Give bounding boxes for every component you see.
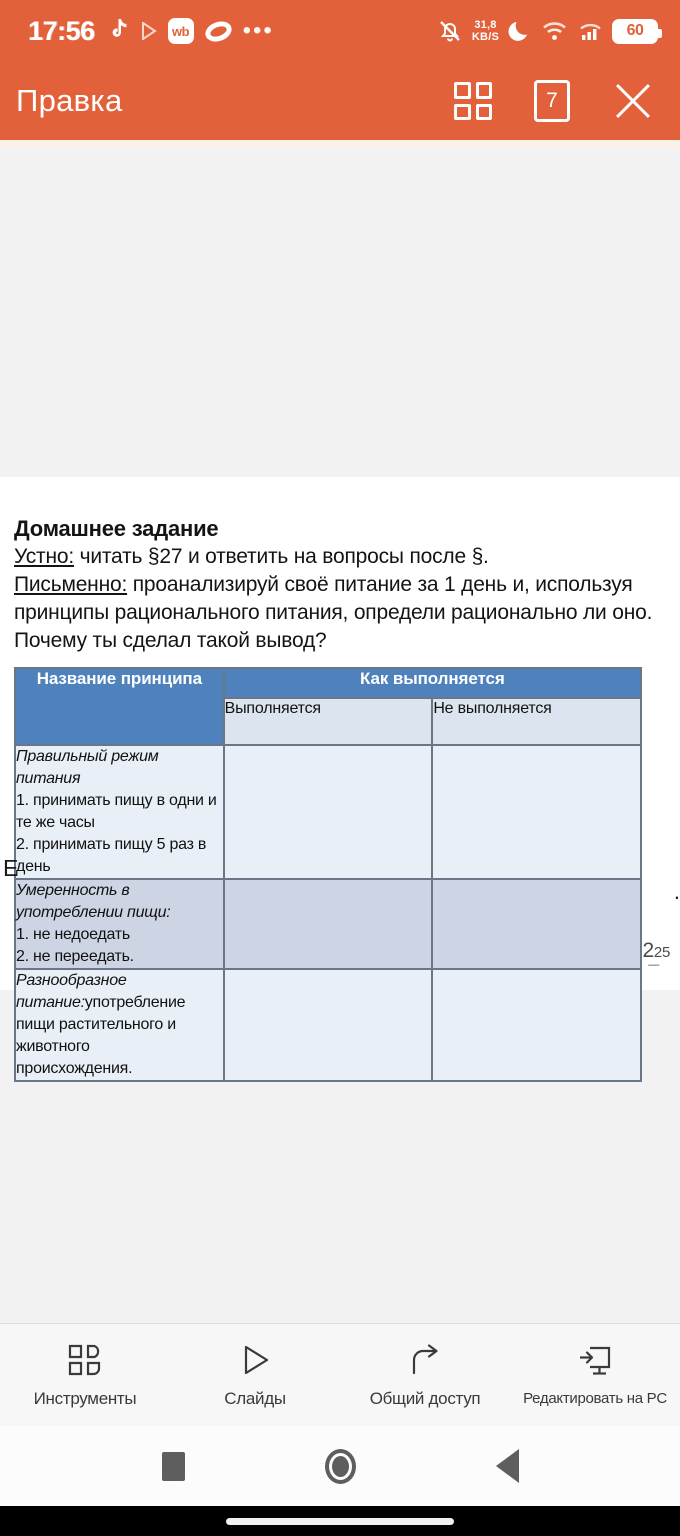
answer-no-cell[interactable]	[432, 879, 641, 969]
play-icon	[141, 22, 157, 40]
answer-no-cell[interactable]	[432, 969, 641, 1081]
toolbar-label: Слайды	[224, 1388, 286, 1408]
grid-view-icon[interactable]	[454, 82, 492, 120]
table-row[interactable]	[15, 969, 641, 1081]
battery-icon	[612, 19, 658, 44]
close-icon[interactable]	[612, 80, 654, 122]
cellular-signal-icon	[577, 19, 603, 43]
tiktok-icon	[106, 18, 130, 44]
page-number-big: 2	[642, 939, 654, 962]
homework-written-line	[14, 571, 666, 599]
share-arrow-icon	[407, 1342, 443, 1378]
background-dot: .	[673, 879, 680, 904]
ring-app-icon	[202, 17, 234, 44]
bottom-toolbar	[0, 1323, 680, 1426]
principle-item-2: пищи растительного и животного	[16, 1016, 176, 1055]
toolbar-label: Редактировать на PC	[523, 1390, 667, 1407]
principle-item-2: 2. не переедать.	[16, 948, 134, 965]
homework-written-line-2: принципы рационального питания, определи рационально ли оно.	[14, 601, 653, 624]
answer-yes-cell[interactable]	[224, 969, 433, 1081]
table-row[interactable]	[15, 745, 641, 879]
table-subheader-yes: Выполняется	[224, 698, 433, 745]
written-label: Письменно:	[14, 573, 128, 596]
table-header-name: Название принципа	[15, 668, 224, 745]
bell-off-icon	[437, 18, 463, 44]
wifi-icon	[541, 19, 568, 43]
principle-item-1: употребление	[84, 994, 186, 1011]
answer-yes-cell[interactable]	[224, 745, 433, 879]
document-canvas[interactable]	[0, 148, 680, 1323]
principle-item-3: происхождения.	[16, 1060, 133, 1077]
table-subheader-no: Не выполняется	[432, 698, 641, 745]
answer-no-cell[interactable]	[432, 745, 641, 879]
status-bar-left	[28, 16, 274, 47]
slide-page[interactable]	[0, 477, 680, 1077]
tools-grid-icon	[67, 1342, 103, 1378]
slide-count-value: 7	[546, 89, 558, 112]
page-number	[642, 939, 670, 971]
more-icon: •••	[242, 17, 274, 44]
app-bar	[0, 62, 680, 140]
home-circle-icon[interactable]	[325, 1449, 356, 1484]
slide-content	[0, 515, 680, 1082]
toolbar-item-share[interactable]	[340, 1342, 510, 1409]
app-bar-actions	[454, 80, 654, 122]
homework-oral-line	[14, 543, 666, 571]
homework-title: Домашнее задание	[14, 516, 219, 541]
play-triangle-icon	[237, 1342, 273, 1378]
status-bar-clock: 17:56	[28, 15, 95, 46]
table-row[interactable]	[15, 879, 641, 969]
network-speed-value: 31,8	[474, 19, 497, 31]
gesture-bar	[0, 1506, 680, 1536]
toolbar-label: Общий доступ	[369, 1388, 481, 1408]
principle-cell	[15, 879, 224, 969]
written-text: проанализируй своё питание за 1 день и, используя	[127, 573, 633, 596]
back-triangle-icon[interactable]	[496, 1449, 519, 1483]
principle-item-1: 1. принимать пищу в одни и те же часы	[16, 792, 217, 831]
principles-table	[14, 667, 642, 1082]
principle-cell	[15, 969, 224, 1081]
header-accent-strip	[0, 140, 680, 148]
wb-app-icon: wb	[168, 18, 194, 44]
dnd-moon-icon	[508, 18, 532, 44]
slide-count-icon[interactable]	[534, 80, 570, 122]
principle-title: Разнообразное питание:	[16, 972, 127, 1011]
network-speed-unit: KB/S	[471, 31, 499, 43]
toolbar-item-edit-on-pc[interactable]	[510, 1343, 680, 1407]
principles-table-wrap	[3, 667, 680, 1082]
principle-item-1: 1. не недоедать	[16, 926, 130, 943]
oral-label: Устно:	[14, 545, 74, 568]
page-number-tick: —	[648, 959, 659, 971]
principle-title: Правильный режим питания	[16, 748, 159, 787]
principle-item-2: 2. принимать пищу 5 раз в день	[16, 836, 207, 875]
app-bar-title: Правка	[16, 83, 123, 118]
status-bar-right	[437, 18, 658, 44]
page-number-rest: 25	[653, 944, 670, 961]
edit-on-pc-icon	[577, 1343, 613, 1379]
homework-written-line-3: Почему ты сделал такой вывод?	[14, 629, 327, 652]
table-header-how: Как выполняется	[224, 668, 641, 698]
recents-square-icon[interactable]	[162, 1452, 185, 1481]
oral-text: читать §27 и ответить на вопросы после §.	[73, 545, 489, 568]
principle-cell	[15, 745, 224, 879]
toolbar-label: Инструменты	[33, 1388, 137, 1408]
table-header-row	[15, 668, 641, 698]
battery-percent: 60	[626, 22, 644, 39]
toolbar-item-tools[interactable]	[0, 1342, 170, 1409]
principle-title: Умеренность в употреблении пищи:	[16, 882, 171, 921]
gesture-pill[interactable]	[226, 1518, 454, 1525]
answer-yes-cell[interactable]	[224, 879, 433, 969]
background-letter: Е	[3, 855, 19, 881]
network-speed	[472, 19, 499, 43]
status-bar	[0, 0, 680, 62]
android-nav-bar	[0, 1426, 680, 1506]
toolbar-item-slides[interactable]	[170, 1342, 340, 1409]
